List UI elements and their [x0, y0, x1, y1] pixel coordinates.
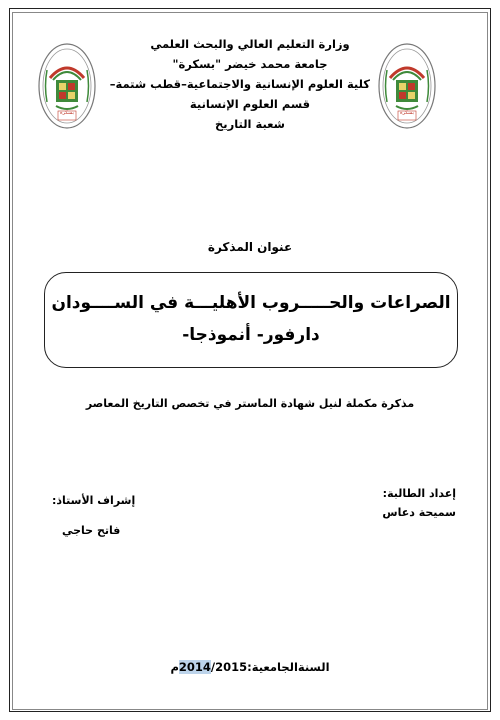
university-emblem-icon: [376, 40, 438, 132]
memo-subtitle: مذكرة مكملة لنيل شهادة الماستر في تخصص التاريخ المعاصر: [85, 397, 415, 410]
emblem-caption-left: بسكرة: [60, 110, 74, 116]
academic-year-label: السنةالجامعية:: [247, 660, 330, 674]
memo-title-line2: دارفور- أنموذجا-: [182, 325, 320, 345]
student-name: سميحة دعاس: [382, 506, 456, 519]
university-name: جامعة محمد خيضر "بسكرة": [172, 57, 328, 71]
academic-year-separator: /: [210, 660, 216, 674]
academic-year-end: 2015م: [170, 660, 248, 674]
supervisor-label: إشراف الأستاذ:: [52, 494, 136, 507]
ministry-name: وزارة التعليم العالي والبحث العلمي: [150, 37, 350, 51]
institution-header: [109, 34, 370, 134]
emblem-caption-right: بسكرة: [400, 110, 414, 116]
academic-year: [150, 660, 350, 674]
prepared-by-label: إعداد الطالبة:: [382, 487, 456, 500]
academic-year-start: 2014: [178, 660, 211, 674]
memo-title-box: [44, 272, 458, 368]
university-emblem-icon: [36, 40, 98, 132]
division-name: شعبة التاريخ: [215, 117, 285, 131]
memo-title-line1: الصراعات والحـــــروب الأهليـــة في الســــودان: [51, 293, 451, 313]
memo-title-label: عنوان المذكرة: [207, 240, 293, 254]
department-name: قسم العلوم الإنسانية: [189, 97, 311, 111]
supervisor-name: فاتح حاجي: [62, 524, 121, 537]
faculty-name: كلية العلوم الإنسانية والاجتماعية–قطب شتمة–: [109, 77, 370, 91]
